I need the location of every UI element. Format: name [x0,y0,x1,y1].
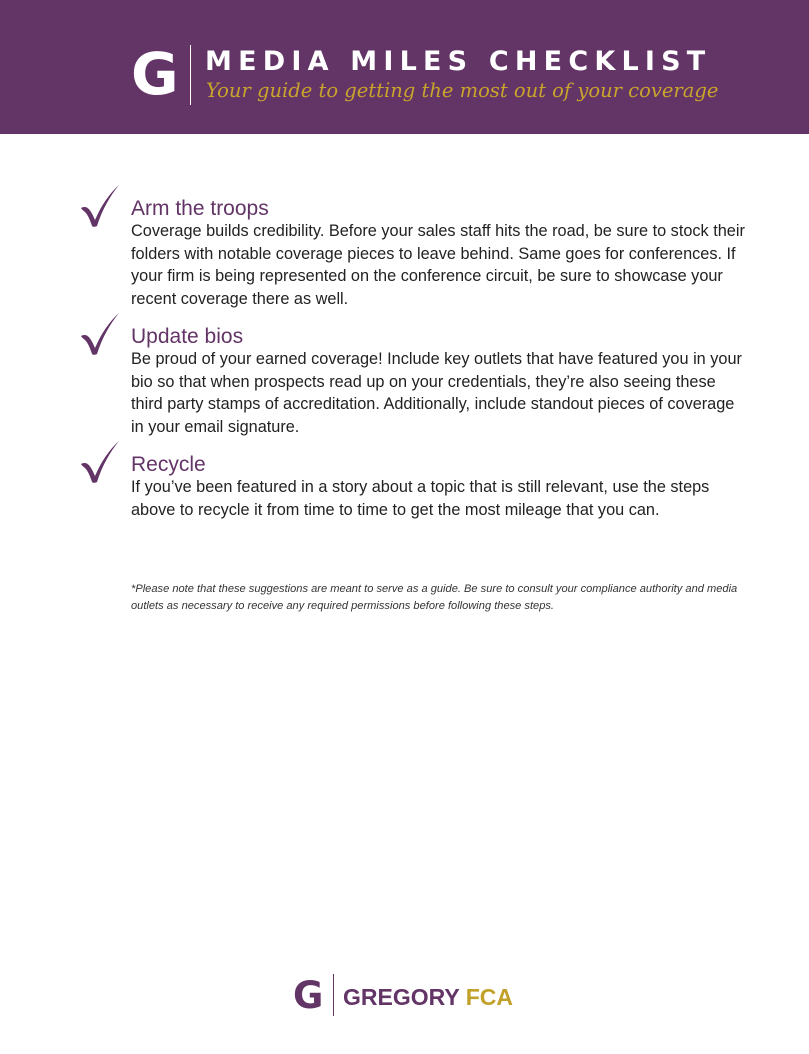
checklist-item-title: Update bios [131,325,244,348]
footer-name-secondary: FCA [465,984,513,1010]
checkmark-icon [79,184,121,228]
checklist-item-title: Recycle [131,453,206,476]
checklist-item-title: Arm the troops [131,197,269,220]
checklist-item-body: Coverage builds credibility. Before your sales staff hits the road, be sure to stock their folders with notable coverage pieces to leave behind. Same goes for conferences. If your firm is being represented on the conference circuit, be sure to showcase your recent coverage there as well. [131,222,745,308]
checkmark-icon [79,440,121,484]
footer-logo-letter: G [293,974,324,1017]
footer-divider [333,974,334,1016]
checklist-item-body: Be proud of your earned coverage! Include key outlets that have featured you in your bio so that when prospects read up on your credentials, they’re also seeing these third party stamps of accreditation. Additionally, include standout pieces of coverage in your email signature. [131,350,742,436]
footer-name-primary: GREGORY [343,984,460,1010]
page-subtitle: Your guide to getting the most out of your coverage [206,79,719,102]
header-banner [0,0,809,134]
checklist-item-body: If you’ve been featured in a story about a topic that is still relevant, use the steps above to recycle it from time to time to get the most mileage that you can. [131,478,710,519]
header-logo-letter: G [131,40,179,108]
page-title: MEDIA MILES CHECKLIST [205,46,712,77]
header-divider [190,45,191,105]
checkmark-icon [79,312,121,356]
footer-company-name [343,982,513,1012]
disclaimer-note: *Please note that these suggestions are meant to serve as a guide. Be sure to consult your compliance authority and media outlets as necessary to receive any required permissions before following these steps. [131,583,738,612]
